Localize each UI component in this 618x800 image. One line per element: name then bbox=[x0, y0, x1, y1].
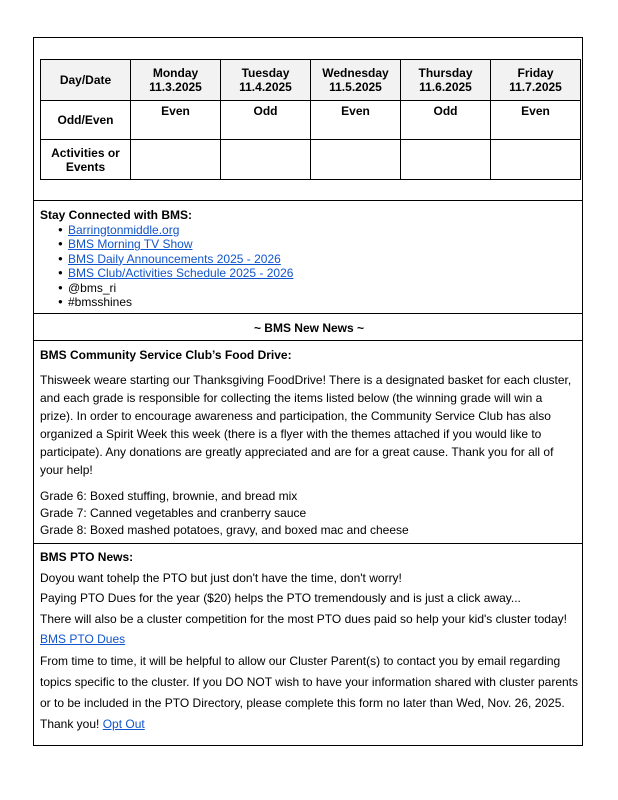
divider bbox=[34, 340, 582, 341]
activity-cell bbox=[311, 140, 401, 180]
day-name: Friday bbox=[517, 66, 554, 80]
pto-body-text: From time to time, it will be helpful to allow our Cluster Parent(s) to contact you by email regarding topics specific to the cluster. If you DO NOT wish to have your information shared with cluster parents or to be included in the PTO Directory, please complete this form no later than Wed, Nov. 26, 2025. Thank you! bbox=[40, 653, 579, 731]
day-header bbox=[491, 60, 581, 101]
divider bbox=[34, 313, 582, 314]
food-drive-section bbox=[40, 348, 578, 539]
grade-item: Grade 8: Boxed mashed potatoes, gravy, and boxed mac and cheese bbox=[40, 523, 409, 537]
divider bbox=[34, 200, 582, 201]
odd-even-label: Odd/Even bbox=[41, 101, 131, 140]
grade-list bbox=[40, 488, 578, 539]
grade-item: Grade 6: Boxed stuffing, brownie, and bread mix bbox=[40, 489, 298, 503]
activity-cell bbox=[221, 140, 311, 180]
newsletter-page bbox=[33, 37, 583, 746]
list-item bbox=[40, 281, 578, 296]
links-list bbox=[40, 223, 578, 310]
day-date: 11.5.2025 bbox=[329, 80, 382, 94]
activity-cell bbox=[401, 140, 491, 180]
odd-even-cell: Even bbox=[131, 101, 221, 140]
instagram-handle: @bms_ri bbox=[68, 280, 117, 295]
opt-out-link[interactable]: Opt Out bbox=[102, 716, 145, 731]
day-name: Monday bbox=[152, 66, 199, 80]
list-item bbox=[40, 223, 578, 238]
day-name: Tuesday bbox=[241, 66, 290, 80]
pto-title: BMS PTO News: bbox=[40, 550, 134, 564]
pto-dues-link[interactable]: BMS PTO Dues bbox=[40, 632, 126, 646]
day-date: 11.3.2025 bbox=[149, 80, 202, 94]
stay-connected-title: Stay Connected with BMS: bbox=[40, 208, 193, 222]
odd-even-cell: Even bbox=[491, 101, 581, 140]
list-item bbox=[40, 237, 578, 252]
day-name: Wednesday bbox=[322, 66, 389, 80]
day-header bbox=[221, 60, 311, 101]
website-link[interactable]: Barringtonmiddle.org bbox=[68, 222, 180, 237]
day-date: 11.7.2025 bbox=[509, 80, 562, 94]
activities-label-line2: Events bbox=[65, 159, 106, 174]
pto-section bbox=[40, 550, 578, 735]
day-header bbox=[311, 60, 401, 101]
odd-even-cell: Odd bbox=[221, 101, 311, 140]
list-item bbox=[40, 266, 578, 281]
day-date-label: Day/Date bbox=[41, 60, 131, 101]
day-header bbox=[401, 60, 491, 101]
daily-announcements-link[interactable]: BMS Daily Announcements 2025 - 2026 bbox=[68, 251, 281, 266]
divider bbox=[34, 543, 582, 544]
list-item bbox=[40, 252, 578, 267]
activities-label-line1: Activities or bbox=[51, 145, 120, 160]
pto-line: Doyou want tohelp the PTO but just don't have the time, don't worry! bbox=[40, 570, 402, 585]
food-drive-body: Thisweek weare starting our Thanksgiving FoodDrive! There is a designated basket for each cluster, and each grade is responsible for collecting the items listed below (the winning grade will win a prize). In order to encourage awareness and participation, the Community Service Club has also organized a Spirit Week this week (there is a flyer with the themes attached if you would like to participate). Any donations are greatly appreciated and are for a great cause. Thank you for all of your help! bbox=[40, 373, 572, 477]
stay-connected-section bbox=[40, 208, 578, 310]
activities-row bbox=[41, 140, 581, 180]
day-name: Thursday bbox=[418, 66, 473, 80]
schedule-header-row bbox=[41, 60, 581, 101]
day-header bbox=[131, 60, 221, 101]
hashtag: #bmsshines bbox=[68, 295, 133, 309]
pto-line: Paying PTO Dues for the year ($20) helps the PTO tremendously and is just a click away... bbox=[40, 591, 521, 605]
activity-cell bbox=[131, 140, 221, 180]
grade-item: Grade 7: Canned vegetables and cranberry sauce bbox=[40, 506, 307, 520]
club-schedule-link[interactable]: BMS Club/Activities Schedule 2025 - 2026 bbox=[68, 266, 294, 280]
day-date: 11.6.2025 bbox=[419, 80, 472, 94]
activities-label bbox=[41, 140, 131, 180]
morning-tv-link[interactable]: BMS Morning TV Show bbox=[68, 237, 193, 251]
activity-cell bbox=[491, 140, 581, 180]
odd-even-row bbox=[41, 101, 581, 140]
pto-line: There will also be a cluster competition for the most PTO dues paid so help your kid's cluster today! bbox=[40, 611, 567, 626]
weekly-schedule-table bbox=[40, 59, 581, 180]
odd-even-cell: Odd bbox=[401, 101, 491, 140]
food-drive-title: BMS Community Service Club’s Food Drive: bbox=[40, 348, 292, 362]
list-item bbox=[40, 295, 578, 310]
day-date: 11.4.2025 bbox=[239, 80, 292, 94]
news-header: ~ BMS New News ~ bbox=[253, 321, 365, 335]
pto-body bbox=[40, 651, 578, 735]
odd-even-cell: Even bbox=[311, 101, 401, 140]
